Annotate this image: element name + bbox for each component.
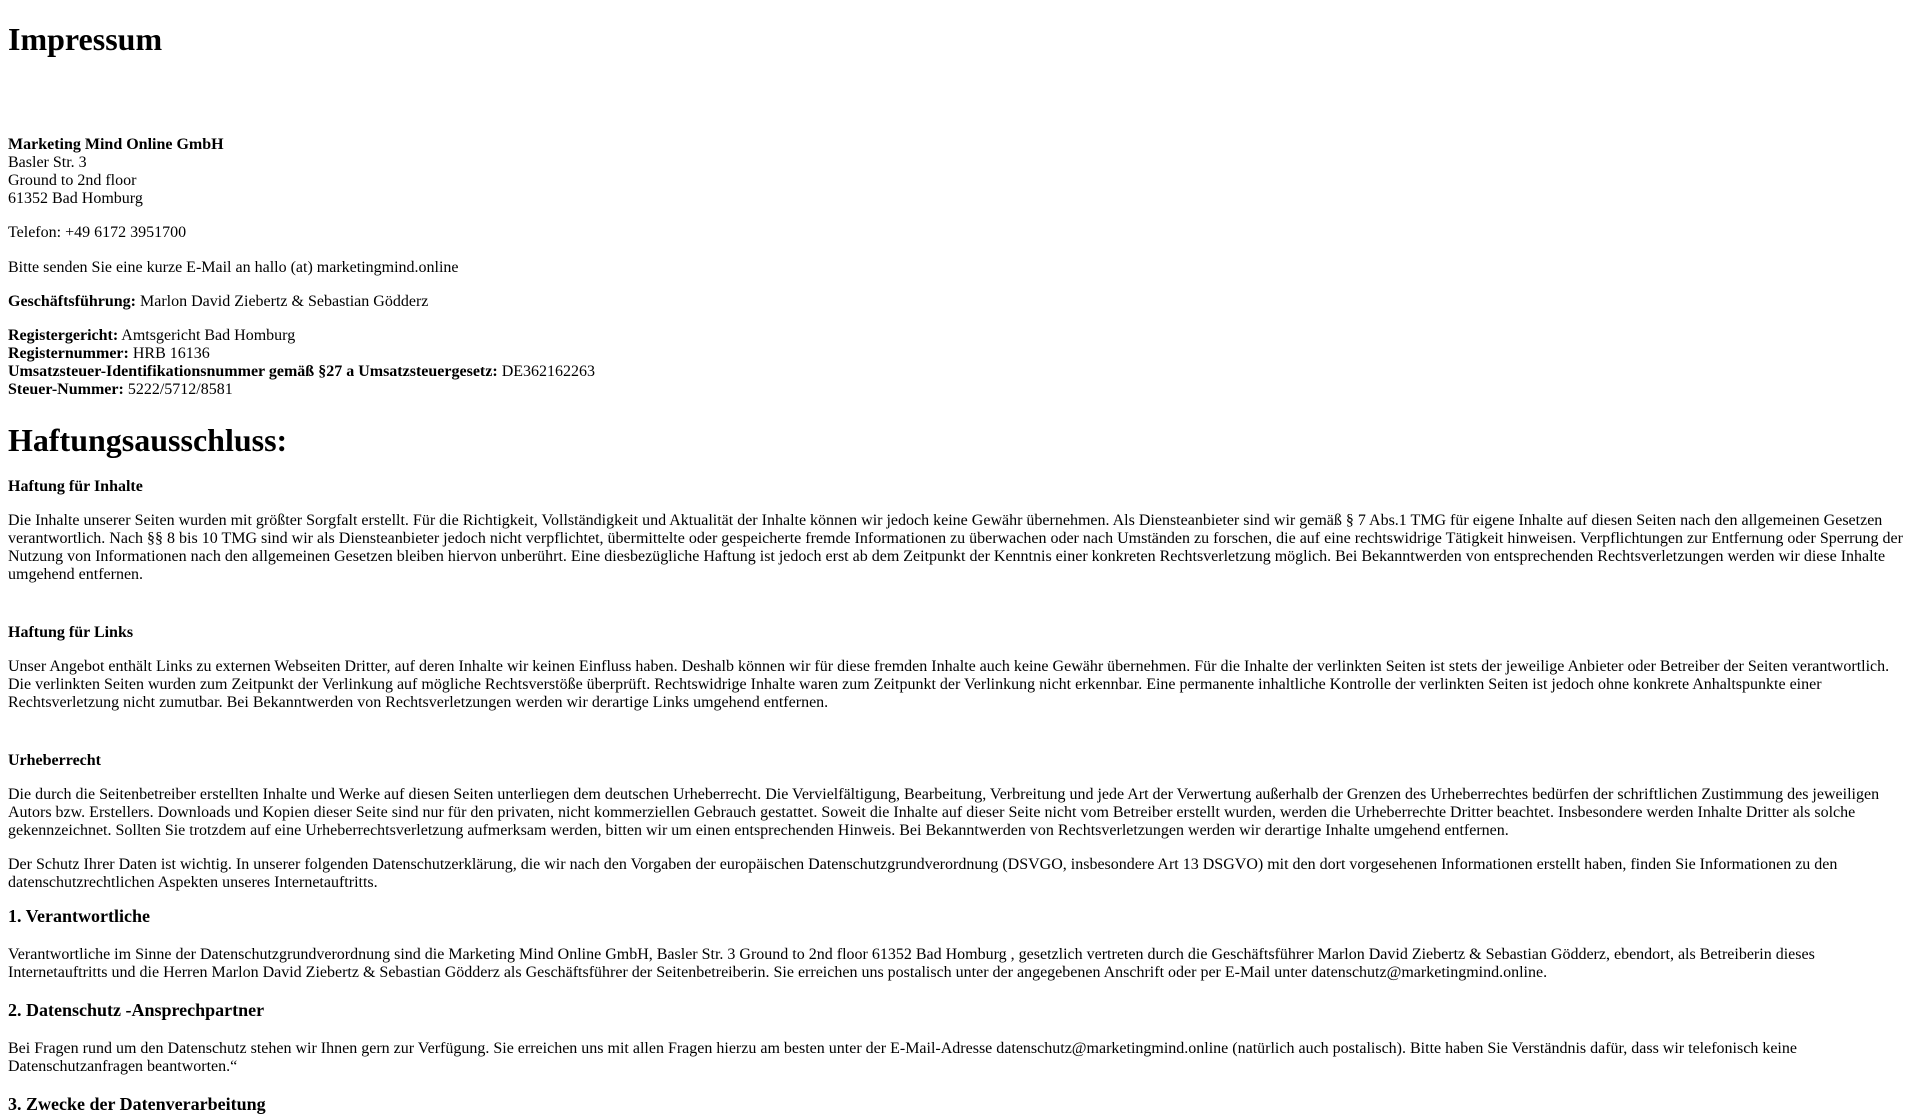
disclaimer-title: Haftungsausschluss: xyxy=(8,422,288,458)
vat-label: Umsatzsteuer-Identifikationsnummer gemäß §27 a Umsatzsteuergesetz: xyxy=(8,363,498,380)
company-name: Marketing Mind Online GmbH xyxy=(8,136,224,153)
tax-line xyxy=(8,381,1908,399)
registry-block xyxy=(8,327,1908,399)
court-line xyxy=(8,327,1908,345)
section-1-heading: 1. Verantwortliche xyxy=(8,906,150,926)
content-liability-text: Die Inhalte unserer Seiten wurden mit größter Sorgfalt erstellt. Für die Richtigkeit, Vollständigkeit und Aktualität der Inhalte können wir jedoch keine Gewähr übernehmen. Als Diensteanbieter sind wir gemäß § 7 Abs.1 TMG für eigene Inhalte auf diesen Seiten nach den allgemeinen Gesetzen verantwortlich. Nach §§ 8 bis 10 TMG sind wir als Diensteanbieter jedoch nicht verpflichtet, übermittelte oder gespeicherte fremde Informationen zu überwachen oder nach Umständen zu forschen, die auf eine rechtswidrige Tätigkeit hinweisen. Verpflichtungen zur Entfernung oder Sperrung der Nutzung von Informationen nach den allgemeinen Gesetzen bleiben hiervon unberührt. Eine diesbezügliche Haftung ist jedoch erst ab dem Zeitpunkt der Kenntnis einer konkreten Rechtsverletzung möglich. Bei Bekanntwerden von entsprechenden Rechtsverletzungen werden wir diese Inhalte umgehend entfernen. xyxy=(8,512,1903,583)
phone-line: Telefon: +49 6172 3951700 xyxy=(8,224,187,241)
privacy-intro-text: Der Schutz Ihrer Daten ist wichtig. In unserer folgenden Datenschutzerklärung, die wir nach den Vorgaben der europäischen Datenschutzgrundverordnung (DSVGO, insbesondere Art 13 DSGVO) mit den dort vorgesehenen Informationen erstellt haben, finden Sie Informationen zu den datenschutzrechtlichen Aspekten unseres Internetauftritts. xyxy=(8,856,1838,891)
court-value: Amtsgericht Bad Homburg xyxy=(118,327,296,344)
court-label: Registergericht: xyxy=(8,327,119,344)
regnum-label: Registernummer: xyxy=(8,345,129,362)
address-street: Basler Str. 3 xyxy=(8,154,87,171)
section-2-heading: 2. Datenschutz -Ansprechpartner xyxy=(8,1000,265,1020)
email-instruction: Bitte senden Sie eine kurze E-Mail an hallo (at) marketingmind.online xyxy=(8,259,459,276)
copyright-text: Die durch die Seitenbetreiber erstellten Inhalte und Werke auf diesen Seiten unterliegen dem deutschen Urheberrecht. Die Vervielfältigung, Bearbeitung, Verbreitung und jede Art der Verwertung außerhalb der Grenzen des Urheberrechtes bedürfen der schriftlichen Zustimmung des jeweiligen Autors bzw. Erstellers. Downloads und Kopien dieser Seite sind nur für den privaten, nicht kommerziellen Gebrauch gestattet. Soweit die Inhalte auf dieser Seite nicht vom Betreiber erstellt wurden, werden die Urheberrechte Dritter beachtet. Insbesondere werden Inhalte Dritter als solche gekennzeichnet. Sollten Sie trotzdem auf eine Urheberrechtsverletzung aufmerksam werden, bitten wir um einen entsprechenden Hinweis. Bei Bekanntwerden von Rechtsverletzungen werden wir derartige Inhalte umgehend entfernen. xyxy=(8,786,1880,839)
address-city: 61352 Bad Homburg xyxy=(8,190,143,207)
address-floor: Ground to 2nd floor xyxy=(8,172,137,189)
management-label: Geschäftsführung: xyxy=(8,293,137,310)
regnum-value: HRB 16136 xyxy=(128,345,210,362)
management-value: Marlon David Ziebertz & Sebastian Gödderz xyxy=(136,293,429,310)
vat-value: DE362162263 xyxy=(497,363,596,380)
copyright-heading: Urheberrecht xyxy=(8,752,101,769)
tax-label: Steuer-Nummer: xyxy=(8,381,124,398)
section-2-text: Bei Fragen rund um den Datenschutz stehen wir Ihnen gern zur Verfügung. Sie erreichen uns mit allen Fragen hierzu am besten unter der E-Mail-Adresse datenschutz@marketingmind.online (natürlich auch postalisch). Bitte haben Sie Verständnis dafür, dass wir telefonisch keine Datenschutzanfragen beantworten.“ xyxy=(8,1040,1797,1075)
company-address xyxy=(8,136,1908,208)
tax-value: 5222/5712/8581 xyxy=(123,381,233,398)
regnum-line xyxy=(8,345,1908,363)
content-liability-heading: Haftung für Inhalte xyxy=(8,478,143,495)
page-title: Impressum xyxy=(8,21,163,57)
page-content xyxy=(8,0,1908,1115)
links-liability-heading: Haftung für Links xyxy=(8,624,134,641)
management-line xyxy=(8,293,1908,311)
vat-line xyxy=(8,363,1908,381)
section-3-heading: 3. Zwecke der Datenverarbeitung xyxy=(8,1094,266,1114)
section-1-text: Verantwortliche im Sinne der Datenschutzgrundverordnung sind die Marketing Mind Online GmbH, Basler Str. 3 Ground to 2nd floor 61352 Bad Homburg , gesetzlich vertreten durch die Geschäftsführer Marlon David Ziebertz & Sebastian Gödderz, ebendort, als Betreiberin dieses Internetauftritts und die Herren Marlon David Ziebertz & Sebastian Gödderz als Geschäftsführer der Seitenbetreiberin. Sie erreichen uns postalisch unter der angegebenen Anschrift oder per E-Mail unter datenschutz@marketingmind.online. xyxy=(8,946,1815,981)
links-liability-text: Unser Angebot enthält Links zu externen Webseiten Dritter, auf deren Inhalte wir keinen Einfluss haben. Deshalb können wir für diese fremden Inhalte auch keine Gewähr übernehmen. Für die Inhalte der verlinkten Seiten ist stets der jeweilige Anbieter oder Betreiber der Seiten verantwortlich. Die verlinkten Seiten wurden zum Zeitpunkt der Verlinkung auf mögliche Rechtsverstöße überprüft. Rechtswidrige Inhalte waren zum Zeitpunkt der Verlinkung nicht erkennbar. Eine permanente inhaltliche Kontrolle der verlinkten Seiten ist jedoch ohne konkrete Anhaltspunkte einer Rechtsverletzung nicht zumutbar. Bei Bekanntwerden von Rechtsverletzungen werden wir derartige Links umgehend entfernen. xyxy=(8,658,1890,711)
